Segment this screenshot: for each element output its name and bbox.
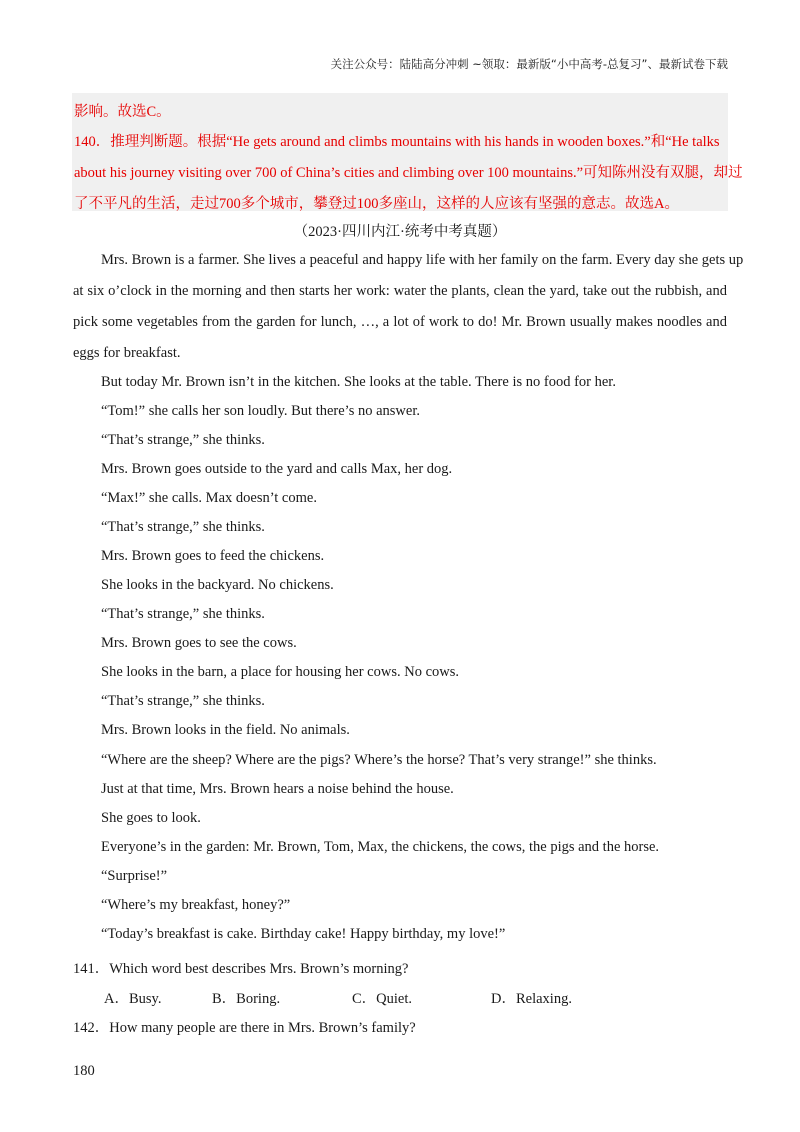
question-source: （2023·四川内江·统考中考真题） xyxy=(293,224,507,240)
answer-line-1: 影响。故选C。 xyxy=(74,104,171,120)
answer-line-3: about his journey visiting over 700 of China’s cities and climbing over 100 mountains.”可知陈州没有双腿，却过 xyxy=(74,165,743,181)
option-b: B．Boring. xyxy=(212,991,281,1007)
option-a: A．Busy. xyxy=(104,991,162,1007)
answer-line-4: 了不平凡的生活，走过700多个城市，攀登过100多座山，这样的人应该有坚强的意志。故选A。 xyxy=(74,196,679,212)
passage-line: Everyone’s in the garden: Mr. Brown, Tom, Max, the chickens, the cows, the pigs and the horse. xyxy=(101,839,660,855)
passage-line: Just at that time, Mrs. Brown hears a noise behind the house. xyxy=(101,781,454,797)
passage-line: at six o’clock in the morning and then starts her work: water the plants, clean the yard, take out the rubbish, and xyxy=(73,283,727,299)
passage-line: “Where are the sheep? Where are the pigs? Where’s the horse? That’s very strange!” she thinks. xyxy=(101,752,657,768)
passage-line: “Where’s my breakfast, honey?” xyxy=(101,897,291,913)
passage-line: She goes to look. xyxy=(101,810,201,826)
passage-line: “That’s strange,” she thinks. xyxy=(101,519,265,535)
option-d: D．Relaxing. xyxy=(491,991,572,1007)
passage-line: “Max!” she calls. Max doesn’t come. xyxy=(101,490,317,506)
passage-line: She looks in the barn, a place for housing her cows. No cows. xyxy=(101,664,459,680)
question-142: 142．How many people are there in Mrs. Brown’s family? xyxy=(73,1020,416,1036)
passage-line: Mrs. Brown goes to feed the chickens. xyxy=(101,548,325,564)
passage-line: “Today’s breakfast is cake. Birthday cake! Happy birthday, my love!” xyxy=(101,926,506,942)
answer-line-2: 140．推理判断题。根据“He gets around and climbs mountains with his hands in wooden boxes.”和“He talks xyxy=(74,134,720,150)
passage-line: Mrs. Brown is a farmer. She lives a peaceful and happy life with her family on the farm. Every day she gets up xyxy=(101,252,744,268)
passage-line: But today Mr. Brown isn’t in the kitchen. She looks at the table. There is no food for her. xyxy=(101,374,616,390)
passage-line: pick some vegetables from the garden for lunch, …, a lot of work to do! Mr. Brown usually makes noodles and xyxy=(73,314,727,330)
passage-line: Mrs. Brown goes to see the cows. xyxy=(101,635,297,651)
passage-line: She looks in the backyard. No chickens. xyxy=(101,577,334,593)
page-number: 180 xyxy=(73,1063,95,1079)
passage-line: “That’s strange,” she thinks. xyxy=(101,693,265,709)
question-141: 141．Which word best describes Mrs. Brown’s morning? xyxy=(73,961,409,977)
passage-line: “Tom!” she calls her son loudly. But there’s no answer. xyxy=(101,403,420,419)
passage-line: eggs for breakfast. xyxy=(73,345,181,361)
option-c: C．Quiet. xyxy=(352,991,413,1007)
passage-line: “That’s strange,” she thinks. xyxy=(101,432,265,448)
passage-line: Mrs. Brown goes outside to the yard and calls Max, her dog. xyxy=(101,461,453,477)
passage-line: “Surprise!” xyxy=(101,868,168,884)
passage-line: “That’s strange,” she thinks. xyxy=(101,606,265,622)
page-header: 关注公众号：陆陆高分冲刺 ~领取：最新版“小中高考-总复习”、最新试卷下载 xyxy=(330,57,728,71)
passage-line: Mrs. Brown looks in the field. No animals. xyxy=(101,722,350,738)
